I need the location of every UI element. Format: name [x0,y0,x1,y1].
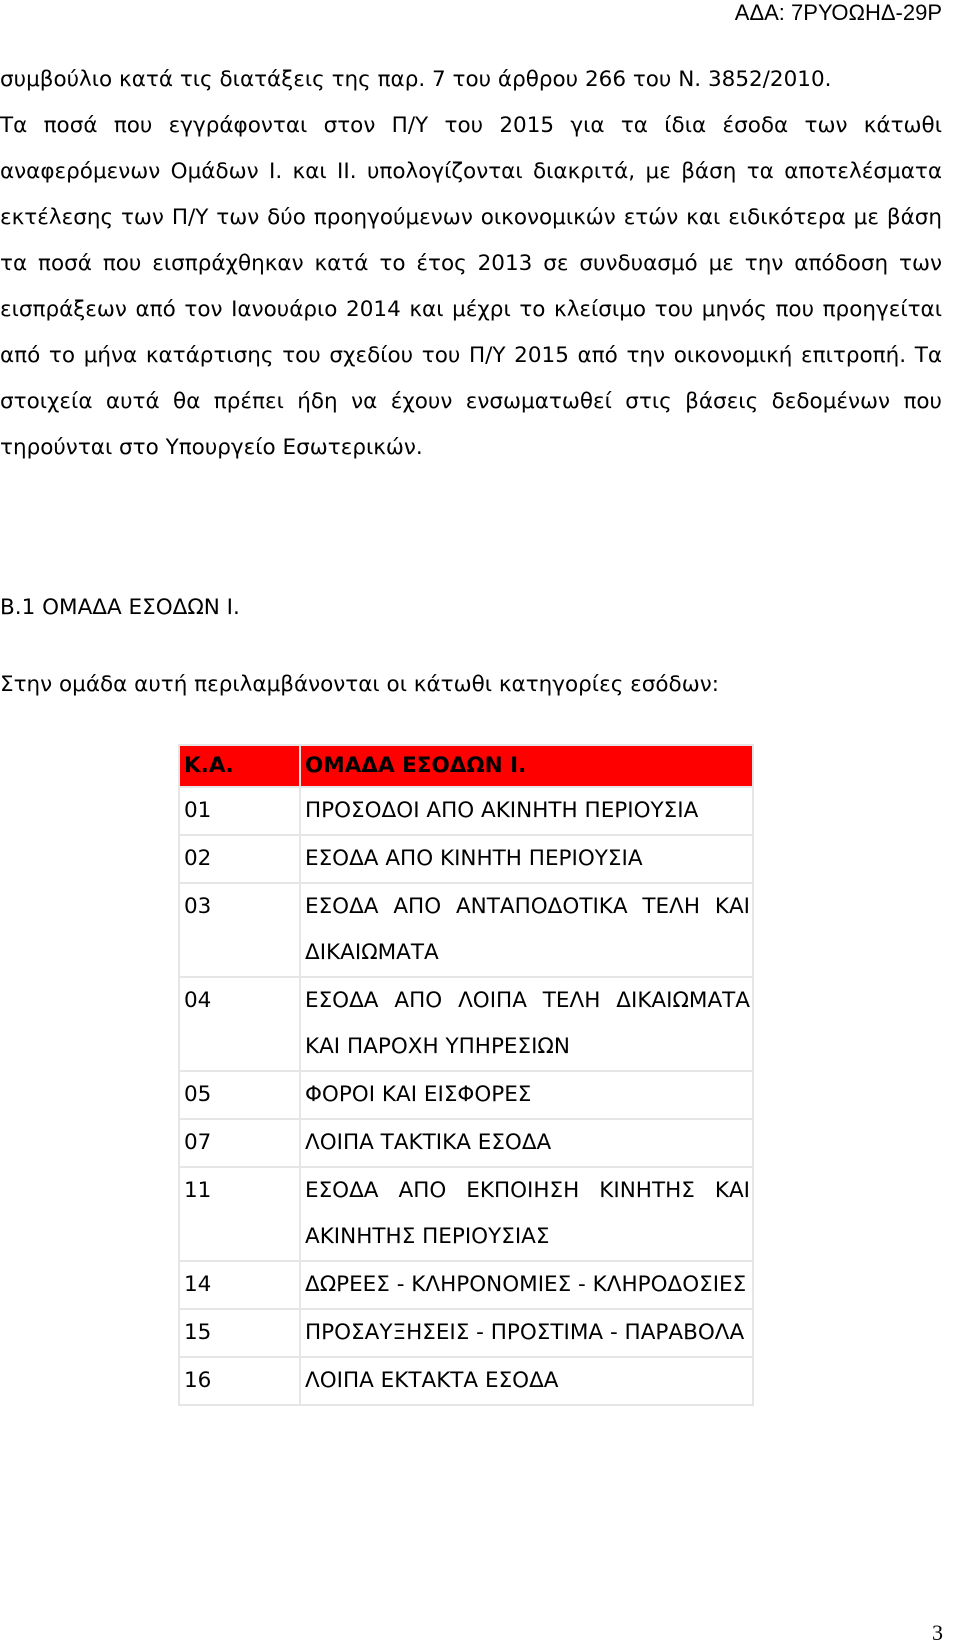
row-code: 11 [179,1167,300,1261]
row-code: 01 [179,787,300,835]
row-name: ΦΟΡΟΙ ΚΑΙ ΕΙΣΦΟΡΕΣ [300,1071,753,1119]
row-name: ΕΣΟΔΑ ΑΠΟ ΕΚΠΟΙΗΣΗ ΚΙΝΗΤΗΣ ΚΑΙ ΑΚΙΝΗΤΗΣ ΠΕΡΙΟΥΣΙΑΣ [300,1167,753,1261]
table-row [179,835,753,883]
row-name: ΠΡΟΣΑΥΞΗΣΕΙΣ - ΠΡΟΣΤΙΜΑ - ΠΑΡΑΒΟΛΑ [300,1309,753,1357]
table-header-row [179,745,753,787]
table-row [179,1261,753,1309]
row-code: 04 [179,977,300,1071]
header-code: Κ.Α. [179,745,300,787]
row-name: ΛΟΙΠΑ ΤΑΚΤΙΚΑ ΕΣΟΔΑ [300,1119,753,1167]
section-heading: Β.1 ΟΜΑΔΑ ΕΣΟΔΩΝ Ι. [0,595,240,620]
row-name: ΠΡΟΣΟΔΟΙ ΑΠΟ ΑΚΙΝΗΤΗ ΠΕΡΙΟΥΣΙΑ [300,787,753,835]
row-code: 16 [179,1357,300,1405]
revenue-categories-table [178,744,754,1406]
row-code: 15 [179,1309,300,1357]
row-name: ΕΣΟΔΑ ΑΠΟ ΑΝΤΑΠΟΔΟΤΙΚΑ ΤΕΛΗ ΚΑΙ ΔΙΚΑΙΩΜΑΤΑ [300,883,753,977]
row-name: ΛΟΙΠΑ ΕΚΤΑΚΤΑ ΕΣΟΔΑ [300,1357,753,1405]
row-name: ΕΣΟΔΑ ΑΠΟ ΛΟΙΠΑ ΤΕΛΗ ΔΙΚΑΙΩΜΑΤΑ ΚΑΙ ΠΑΡΟΧΗ ΥΠΗΡΕΣΙΩΝ [300,977,753,1071]
row-code: 02 [179,835,300,883]
page-number: 3 [932,1620,943,1645]
table-row [179,1119,753,1167]
table-row [179,883,753,977]
paragraph-1: συμβούλιο κατά τις διατάξεις της παρ. 7 του άρθρου 266 του Ν. 3852/2010. [0,67,832,92]
row-code: 07 [179,1119,300,1167]
ada-code: ΑΔΑ: 7ΡΥΟΩΗΔ-29Ρ [734,0,942,25]
row-code: 05 [179,1071,300,1119]
document-body [0,57,942,471]
table-row [179,787,753,835]
row-name: ΔΩΡΕΕΣ - ΚΛΗΡΟΝΟΜΙΕΣ - ΚΛΗΡΟΔΟΣΙΕΣ [300,1261,753,1309]
header-name: ΟΜΑΔΑ ΕΣΟΔΩΝ Ι. [300,745,753,787]
section-intro: Στην ομάδα αυτή περιλαμβάνονται οι κάτωθι κατηγορίες εσόδων: [0,672,719,697]
table-row [179,1357,753,1405]
row-code: 14 [179,1261,300,1309]
table-row [179,1071,753,1119]
row-name: ΕΣΟΔΑ ΑΠΟ ΚΙΝΗΤΗ ΠΕΡΙΟΥΣΙΑ [300,835,753,883]
table-row [179,1167,753,1261]
table-row [179,1309,753,1357]
paragraph-2: Τα ποσά που εγγράφονται στον Π/Υ του 2015 για τα ίδια έσοδα των κάτωθι αναφερόμενων Ομάδων Ι. και ΙΙ. υπολογίζονται διακριτά, με βάση τα αποτελέσματα εκτέλεσης των Π/Υ των δύο προηγούμενων οικονομικών ετών και ειδικότερα με βάση τα ποσά που εισπράχθηκαν κατά το έτος 2013 σε συνδυασμό με την απόδοση των εισπράξεων από τον Ιανουάριο 2014 και μέχρι το κλείσιμο του μηνός που προηγείται από το μήνα κατάρτισης του σχεδίου του Π/Υ 2015 από την οικονομική επιτροπή. Τα στοιχεία αυτά θα πρέπει ήδη να έχουν ενσωματωθεί στις βάσεις δεδομένων που τηρούνται στο Υπουργείο Εσωτερικών. [0,113,942,460]
row-code: 03 [179,883,300,977]
table-row [179,977,753,1071]
